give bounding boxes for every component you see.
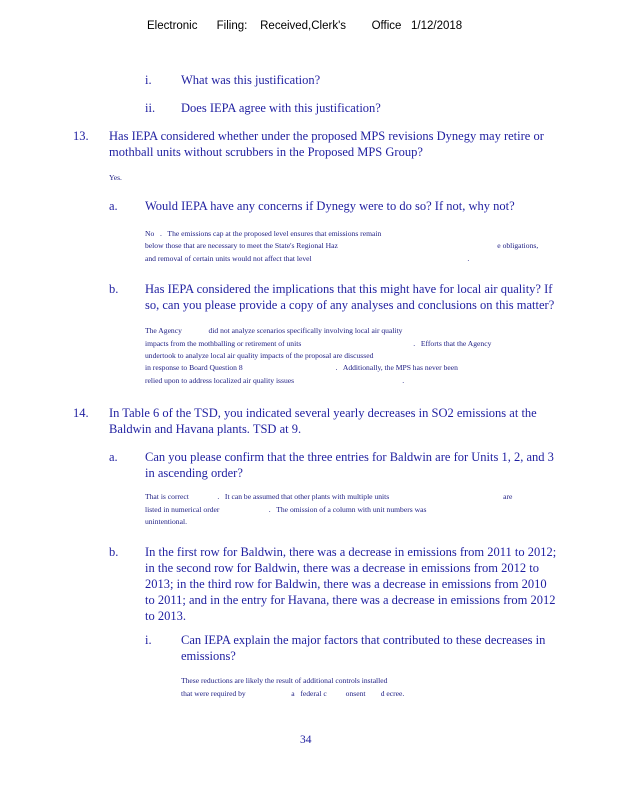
filing-header: Electronic Filing: Received,Clerk's Office 1/12/2018 bbox=[147, 20, 463, 32]
question-14a-label: a. bbox=[109, 450, 118, 464]
question-14-number: 14. bbox=[73, 406, 89, 420]
question-14-line-1: In Table 6 of the TSD, you indicated several yearly decreases in SO2 emissions at the bbox=[109, 406, 537, 420]
answer-13a-line-2: below those that are necessary to meet the State's Regional Haz e obligations, bbox=[145, 241, 539, 250]
question-14b-line-5: to 2013. bbox=[145, 609, 186, 623]
question-14b-label: b. bbox=[109, 545, 119, 559]
question-ii-text: Does IEPA agree with this justification? bbox=[181, 101, 381, 115]
question-13-number: 13. bbox=[73, 129, 89, 143]
answer-13b-line-4: in response to Board Question 8 . Additionally, the MPS has never been bbox=[145, 363, 458, 372]
question-14a-line-1: Can you please confirm that the three entries for Baldwin are for Units 1, 2, and 3 bbox=[145, 450, 554, 464]
answer-13b-line-1: The Agency did not analyze scenarios specifically involving local air quality bbox=[145, 326, 403, 335]
answer-14bi-line-2: that were required by a federal c onsent d ecree. bbox=[181, 689, 405, 698]
question-14-line-2: Baldwin and Havana plants. TSD at 9. bbox=[109, 422, 302, 436]
question-14b-line-4: to 2011; and in the entry for Havana, there was a decrease in emissions from 2012 bbox=[145, 593, 556, 607]
question-14b-line-2: in the second row for Baldwin, there was a decrease in emissions from 2012 to bbox=[145, 561, 539, 575]
question-14b-line-1: In the first row for Baldwin, there was a decrease in emissions from 2011 to 2012; bbox=[145, 545, 557, 559]
question-14b-line-3: 2013; in the third row for Baldwin, there was a decrease in emissions from 2010 bbox=[145, 577, 547, 591]
question-14a-line-2: in ascending order? bbox=[145, 466, 243, 480]
question-13a-text: Would IEPA have any concerns if Dynegy were to do so? If not, why not? bbox=[145, 199, 515, 213]
question-13b-line-1: Has IEPA considered the implications that this might have for local air quality? If bbox=[145, 282, 553, 296]
question-i-text: What was this justification? bbox=[181, 73, 321, 87]
answer-13a-line-1: No . The emissions cap at the proposed level ensures that emissions remain bbox=[145, 229, 382, 238]
answer-14a-line-1: That is correct . It can be assumed that other plants with multiple units are bbox=[145, 492, 513, 501]
answer-14a-line-2: listed in numerical order . The omission of a column with unit numbers was bbox=[145, 505, 427, 514]
answer-14a-line-3: unintentional. bbox=[145, 517, 187, 526]
item-label-ii: ii. bbox=[145, 101, 156, 115]
answer-13: Yes. bbox=[109, 173, 122, 182]
question-13a-label: a. bbox=[109, 199, 118, 213]
answer-13a-line-3: and removal of certain units would not affect that level . bbox=[145, 254, 470, 263]
question-14bi-line-2: emissions? bbox=[181, 649, 236, 663]
page-number: 34 bbox=[300, 734, 312, 746]
answer-13b-line-2: impacts from the mothballing or retirement of units . Efforts that the Agency bbox=[145, 339, 492, 348]
question-13b-line-2: so, can you please provide a copy of any analyses and conclusions on this matter? bbox=[145, 298, 555, 312]
question-14bi-label: i. bbox=[145, 633, 152, 647]
question-13b-label: b. bbox=[109, 282, 119, 296]
answer-14bi-line-1: These reductions are likely the result of additional controls installed bbox=[181, 676, 388, 685]
item-label-i: i. bbox=[145, 73, 152, 87]
answer-13b-line-5: relied upon to address localized air quality issues . bbox=[145, 376, 405, 385]
question-13-line-2: mothball units without scrubbers in the Proposed MPS Group? bbox=[109, 145, 423, 159]
question-14bi-line-1: Can IEPA explain the major factors that contributed to these decreases in bbox=[181, 633, 546, 647]
answer-13b-line-3: undertook to analyze local air quality impacts of the proposal are discussed bbox=[145, 351, 374, 360]
question-13-line-1: Has IEPA considered whether under the proposed MPS revisions Dynegy may retire or bbox=[109, 129, 544, 143]
